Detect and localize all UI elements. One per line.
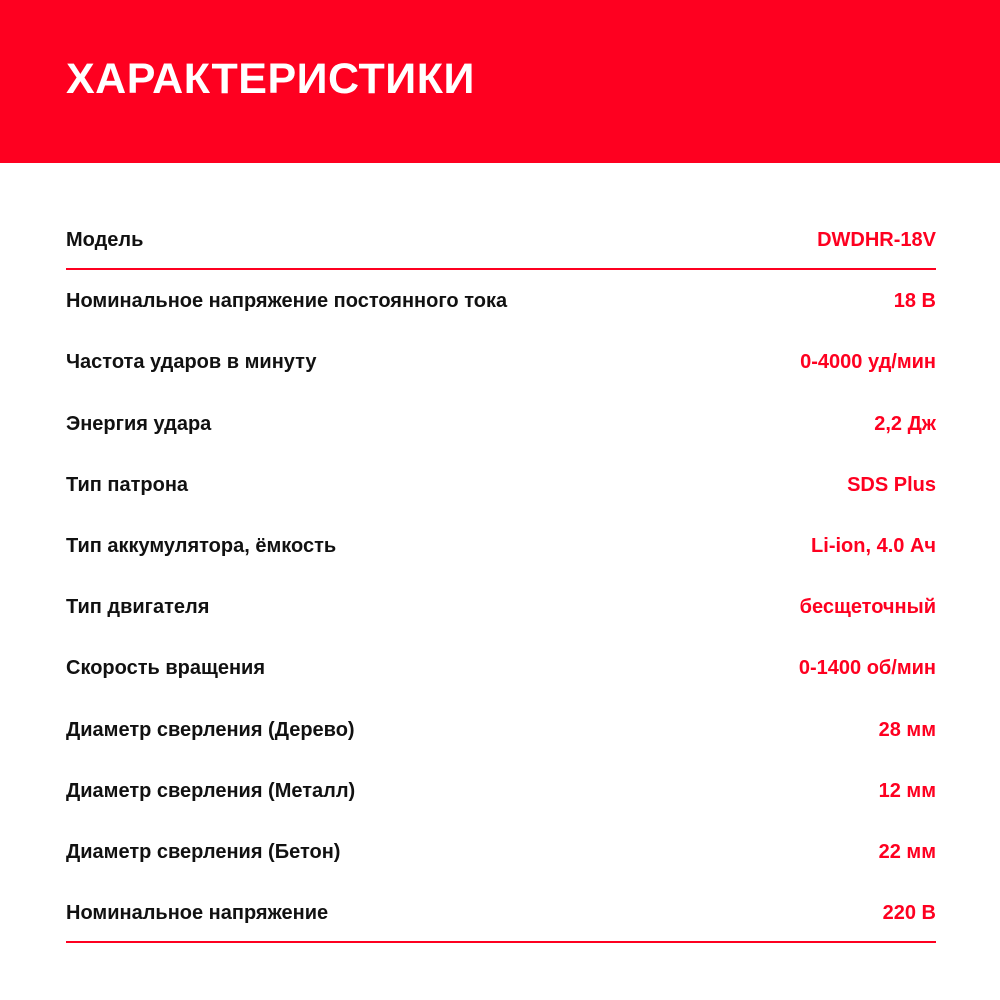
- spec-row-battery: [66, 515, 936, 576]
- spec-value: 0-4000 уд/мин: [800, 351, 936, 374]
- spec-label: Номинальное напряжение: [66, 902, 329, 925]
- spec-label: Диаметр сверления (Дерево): [66, 718, 355, 741]
- spec-value: SDS Plus: [847, 473, 936, 496]
- page-title: ХАРАКТЕРИСТИКИ: [66, 55, 475, 103]
- header-banner: [0, 0, 1000, 163]
- spec-row-motor-type: [66, 576, 936, 637]
- specs-table: [66, 209, 936, 943]
- spec-row-dc-voltage: [66, 270, 936, 331]
- spec-row-drill-metal: [66, 760, 936, 821]
- spec-label: Скорость вращения: [66, 657, 266, 680]
- spec-value: 2,2 Дж: [874, 412, 936, 435]
- spec-label: Тип двигателя: [66, 596, 210, 619]
- spec-label: Модель: [66, 229, 144, 251]
- spec-label: Энергия удара: [66, 412, 212, 435]
- spec-label: Тип аккумулятора, ёмкость: [66, 534, 337, 557]
- spec-value: 18 В: [893, 290, 936, 313]
- spec-label: Частота ударов в минуту: [66, 351, 317, 374]
- spec-label: Номинальное напряжение постоянного тока: [66, 290, 508, 313]
- spec-label: Тип патрона: [66, 473, 189, 496]
- spec-value: 22 мм: [878, 840, 936, 863]
- spec-value: 28 мм: [878, 718, 936, 741]
- spec-value: 220 В: [882, 902, 936, 925]
- spec-row-drill-wood: [66, 699, 936, 760]
- spec-label: Диаметр сверления (Металл): [66, 779, 356, 802]
- spec-value: DWDHR-18V: [817, 229, 936, 251]
- spec-row-rated-voltage: [66, 882, 936, 943]
- spec-value: 12 мм: [878, 779, 936, 802]
- spec-row-impact-energy: [66, 393, 936, 454]
- spec-label: Диаметр сверления (Бетон): [66, 840, 341, 863]
- spec-row-drill-concrete: [66, 821, 936, 882]
- spec-row-chuck-type: [66, 454, 936, 515]
- spec-row-rotation-speed: [66, 637, 936, 698]
- spec-value: 0-1400 об/мин: [798, 657, 936, 680]
- spec-row-impact-rate: [66, 331, 936, 392]
- spec-row-model: [66, 209, 936, 270]
- spec-value: Li-ion, 4.0 Ач: [811, 534, 936, 557]
- spec-value: бесщеточный: [799, 596, 936, 619]
